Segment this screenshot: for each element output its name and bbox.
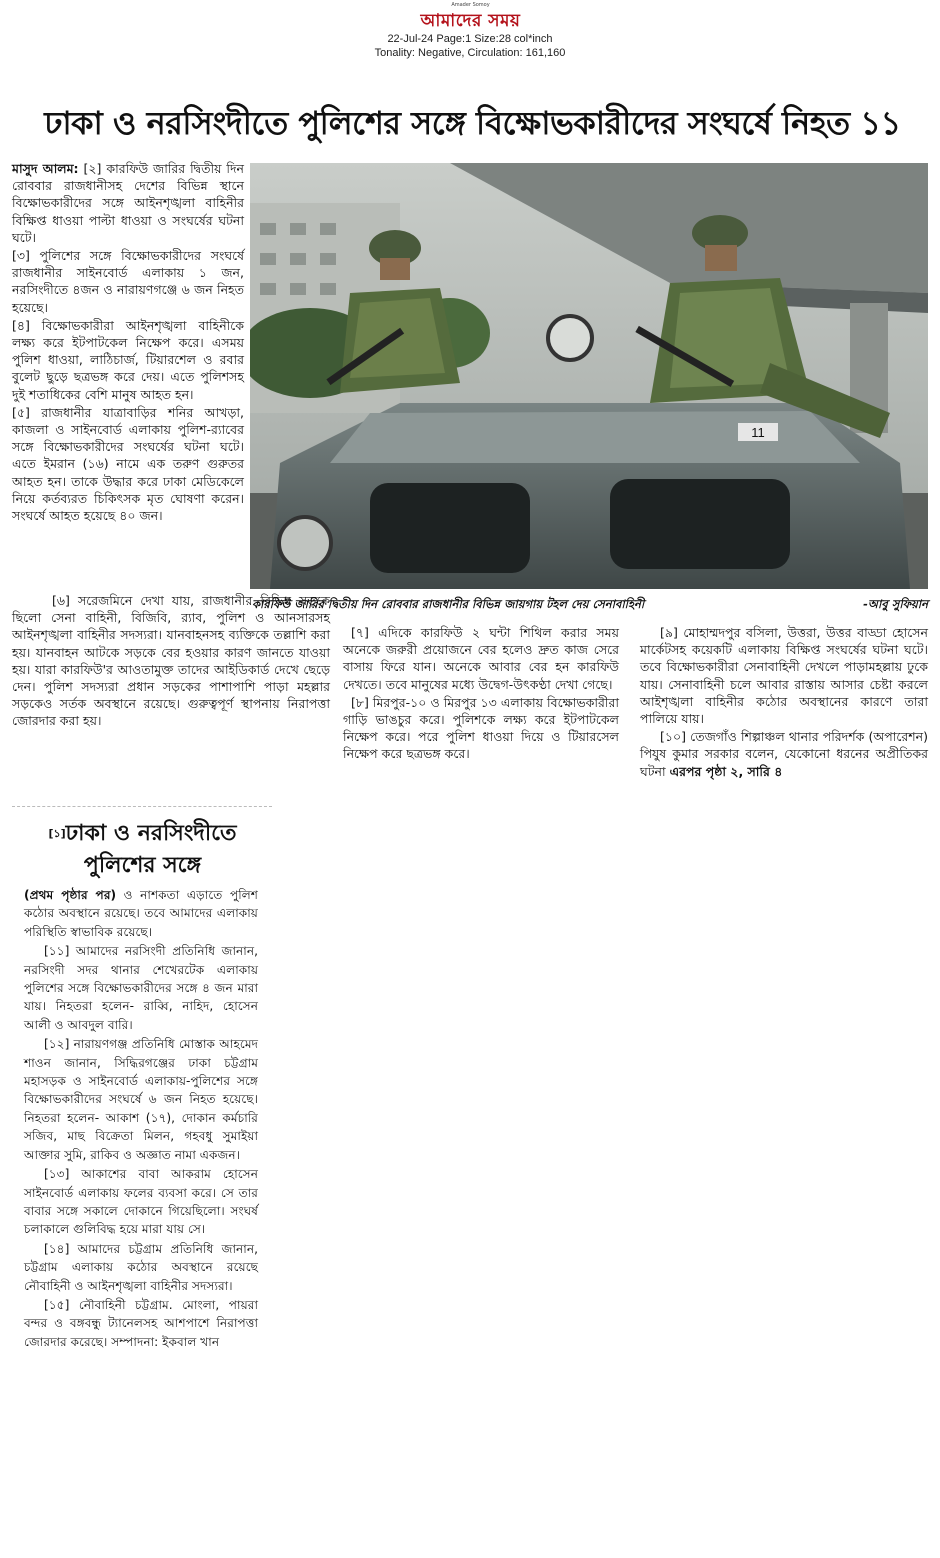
- from-front-page-tag: (প্রথম পৃষ্ঠার পর): [24, 888, 117, 902]
- section-divider: [12, 806, 272, 807]
- article-paragraph: [৮] মিরপুর-১০ ও মিরপুর ১৩ এলাকায় বিক্ষোভকারীরা গাড়ি ভাঙচুর করে। পুলিশকে লক্ষ্য করে ইটপাটকেল নিক্ষেপ করে। পরে পুলিশ ধাওয়া দিয়ে ও টিয়ারসেল নিক্ষেপ করে ছত্রভঙ্গ করে।: [343, 694, 619, 762]
- byline: মাসুদ আলম:: [12, 161, 79, 176]
- masthead: [0, 0, 940, 66]
- vehicle-number: 11: [751, 425, 765, 440]
- continuation-body: [24, 886, 258, 1351]
- clipping-meta-tonality: Tonality: Negative, Circulation: 161,160: [374, 47, 566, 59]
- caption-text: কারফিউ জারির দ্বিতীয় দিন রোববার রাজধানীর বিভিন্ন জায়গায় টহল দেয় সেনাবাহিনী: [252, 597, 645, 611]
- article-paragraph: [১৫] নৌবাহিনী চট্টগ্রাম. মোংলা, পায়রা বন্দর ও বঙ্গবন্ধু ট্যানেলসহ আশপাশে নিরাপত্তা জোরদার করেছে। সম্পাদনা: ইকবাল খান: [24, 1297, 258, 1349]
- article-paragraph: (প্রথম পৃষ্ঠার পর) ও নাশকতা এড়াতে পুলিশ কঠোর অবস্থানে রয়েছে। তবে আমাদের এলাকায় পরিস্থিতি স্বাভাবিক রয়েছে।: [24, 888, 259, 939]
- continuation-mark: [১]: [48, 827, 66, 840]
- article-column-3: [640, 624, 928, 780]
- article-column-2: [343, 624, 619, 763]
- continued-on-page: এরপর পৃষ্ঠা ২, সারি ৪: [669, 763, 783, 779]
- article-paragraph: [৩] পুলিশের সঙ্গে বিক্ষোভকারীদের সংঘর্ষে রাজধানীর সাইনবোর্ড এলাকায় ১ জন, নরসিংদীতে ৪জন ও নারায়ণগঞ্জে ৬ জন নিহত হয়েছে।: [12, 248, 244, 315]
- article-paragraph: [৬] সরেজমিনে দেখা যায়, রাজধানীর বিভিন্ন সড়কে ছিলো সেনা বাহিনী, বিজিবি, র‌্যাব, পুলিশ ও আনসারসহ আইনশৃঙ্খলা বাহিনীর সদস্যরা। যানবাহনসহ ব্যক্তিকে তল্লাশি করা হয়। যানবাহন আটকে সড়কে বের হওয়ার কারণ জানতে যাওয়া হয়। যারা কারফিউ'র আওতামুক্ত তাদের আইডিকার্ড দেখে ছেড়ে দেন। পুলিশ সদস্যরা প্রধান সড়কের পাশাপাশি পাড়া মহল্লার সড়কেও সর্তক অবস্থানে রয়েছে। গুরুত্বপূর্ণ স্থাপনায় নিরাপত্তা জোরদার করা হয়।: [12, 593, 330, 729]
- clipping-meta-date-size: 22-Jul-24 Page:1 Size:28 col*inch: [387, 33, 553, 45]
- article-paragraph: [১২] নারায়ণগঞ্জ প্রতিনিধি মোস্তাক আহমেদ শাওন জানান, সিদ্ধিরগঞ্জের ঢাকা চট্টগ্রাম মহাসড়ক ও সাইনবোর্ড এলাকায়-পুলিশের সঙ্গে বিক্ষোভকারীদের সংঘর্ষে ৬ জন নিহত হয়েছে। নিহতরা হলেন- আকাশ (১৭), দোকান কর্মচারি সজিব, মাছ বিক্রেতা মিলন, গহবধু সুমাইয়া আক্তার সুমি, রাকিব ও অজ্ঞাত নামা একজন।: [24, 1037, 258, 1162]
- article-paragraph: [১০] তেজগাঁও শিল্পাঞ্চল থানার পরিদর্শক (অপারেশন) পিযুষ কুমার সরকার বলেন, যেকোনো ধরনের অপ্রীতিকর ঘটনা এরপর পৃষ্ঠা ২, সারি ৪: [640, 729, 928, 779]
- continuation-headline: [১]ঢাকা ও নরসিংদীতে পুলিশের সঙ্গে: [48, 821, 237, 878]
- logo-subtext: Amader Somoy: [451, 2, 490, 8]
- article-paragraph: [৯] মোহাম্মদপুর বসিলা, উত্তরা, উত্তর বাড্ডা হোসেন মার্কেটসহ কয়েকটি এলাকায় বিক্ষিপ্ত সংঘর্ষের ঘটনা ঘটে। তবে বিক্ষোভকারীরা সেনাবাহিনী দেখলে পাড়ামহল্লায় ঢুকে যায়। সেনাবাহিনী চলে আবার রাস্তায় আসার চেষ্টা করলে আইশৃঙ্খলা বাহিনীর কঠোর অবস্থানের কারণে তারা পালিয়ে যায়।: [640, 625, 928, 727]
- photo-credit: -আবু সুফিয়ান: [863, 597, 928, 611]
- article-paragraph: [৫] রাজধানীর যাত্রাবাড়ির শনির আখড়া, কাজলা ও সাইনবোর্ড এলাকায় পুলিশ-র‌্যাবের সঙ্গে বিক্ষোভকারীদের সংঘর্ষের ঘটনা ঘটে। এতে ইমরান (১৬) নামে এক তরুণ গুরুতর আহত হন। তাকে উদ্ধার করে ঢাকা মেডিকেলে নিয়ে কর্তব্যরত চিকিৎসক মৃত ঘোষণা করেন। সংঘর্ষে আহত হয়েছে ৪০ জন।: [12, 404, 244, 524]
- article-paragraph: [১১] আমাদের নরসিংদী প্রতিনিধি জানান, নরসিংদী সদর থানার শেখেরটেক এলাকায় পুলিশের সঙ্গে বিক্ষোভকারীদের সঙ্গে ৪ জন মারা যায়। নিহতরা হলেন- রাব্বি, নাহিদ, হোসেন আলী ও আবদুল বারি।: [24, 944, 258, 1032]
- article-paragraph: [১৩] আকাশের বাবা আকরাম হোসেন সাইনবোর্ড এলাকায় ফলের ব্যবসা করে। সে তার বাবার সঙ্গে সকালে দোকানে গিয়েছিলো। সংঘর্ষ চলাকালে গুলিবিদ্ধ হয়ে মারা যায় সে।: [24, 1167, 258, 1237]
- article-paragraph: [৪] বিক্ষোভকারীরা আইনশৃঙ্খলা বাহিনীকে লক্ষ্য করে ইটপাটকেল নিক্ষেপ করে। এসময় পুলিশ ধাওয়া, লাঠিচার্জ, টিয়ারশেল ও রবার বুলেট ছুড়ে ছত্রভঙ্গ করে দেয়। এতে পুলিশসহ দুই শতাধিকের বেশি মানুষ আহত হন।: [12, 317, 244, 402]
- article-paragraph: মাসুদ আলম: [২] কারফিউ জারির দ্বিতীয় দিন রোববার রাজধানীসহ দেশের বিভিন্ন স্থানে বিক্ষোভকারীদের সঙ্গে আইনশৃঙ্খলা বাহিনীর বিক্ষিপ্ত ধাওয়া পাল্টা ধাওয়া ও সংঘর্ষের ঘটনা ঘটে।: [12, 161, 244, 245]
- article-paragraph: [৭] এদিকে কারফিউ ২ ঘন্টা শিথিল করার সময় অনেকে জরুরী প্রয়োজনে বের হলেও দ্রুত কাজ সেরে বাসায় ফিরে যান। অনেকে আবার বের হন কারফিউ দেখতে। তবে মানুষের মধ্যে উদ্বেগ-উৎকণ্ঠা দেখা গেছে।: [343, 625, 619, 692]
- main-headline: ঢাকা ও নরসিংদীতে পুলিশের সঙ্গে বিক্ষোভকারীদের সংঘর্ষে নিহত ১১: [44, 104, 901, 142]
- article-paragraph: [১৪] আমাদের চট্টগ্রাম প্রতিনিধি জানান, চট্টগ্রাম এলাকায় কঠোর অবস্থানে রয়েছে নৌবাহিনী ও আইনশৃঙ্খলা বাহিনীর সদস্যরা।: [24, 1241, 258, 1293]
- article-column-1: [12, 160, 244, 524]
- logo-wordmark: আমাদের সময়: [420, 11, 521, 31]
- news-photo-army-patrol: [250, 163, 928, 589]
- newspaper-logo: [398, 2, 543, 32]
- army-apc-illustration: [250, 163, 928, 589]
